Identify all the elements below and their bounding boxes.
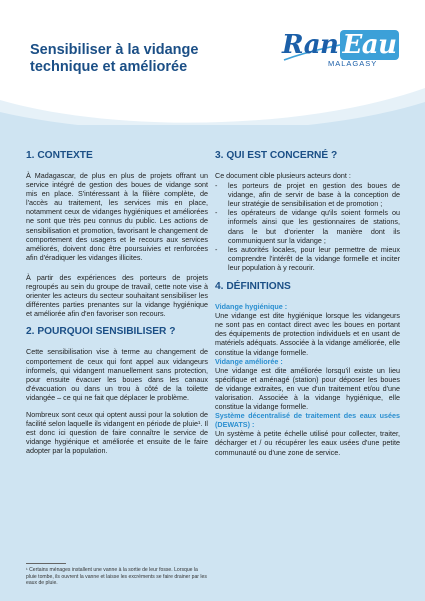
- pourquoi-paragraph-2: Nombreux sont ceux qui optent aussi pour la solution de facilité selon laquelle ils vidangent en période de pluie¹. Il est donc ici question de faire connaître le service de vidange hygiénique et améliorée et ensuite de le faire adopter par la population.: [26, 409, 208, 456]
- pourquoi-paragraph-1: Cette sensibilisation vise à terme au changement de comportement de ceux qui font appel aux vidangeurs informels, qui vidangent manuellement sans protection, pour ensuite évacuer les boues dans les canaux d'évacuation ou dans un trou à côté de la toilette vidangée – ce qui ne fait que déplacer le problème.: [26, 347, 208, 402]
- footnote: ¹ Certains ménages installent une vanne à la sortie de leur fosse. Lorsque la pluie tombe, ils ouvrent la vanne et laisse les excréments se faire drainer par les eaux de pluie.: [26, 567, 207, 586]
- ran-eau-logo: [282, 30, 402, 80]
- target-list: [215, 181, 400, 272]
- list-item: - les autorités locales, pour leur permettre de mieux comprendre l'intérêt de la vidange formelle et inciter leur population à y recourir.: [215, 244, 400, 272]
- qui-intro: Ce document cible plusieurs acteurs dont :: [215, 171, 351, 180]
- logo-part1: Ran: [282, 30, 339, 60]
- right-column: [215, 150, 400, 457]
- logo-subtitle: MALAGASY: [328, 59, 378, 68]
- left-column: [26, 150, 208, 463]
- definition-text-dewats: Un système à petite échelle utilisé pour collecter, traiter, décharger et / ou récupérer les eaux usées d'une petite communauté ou d'une zone de service.: [215, 429, 400, 457]
- section-heading-qui: 3. QUI EST CONCERNÉ ?: [215, 150, 338, 161]
- definition-text-hygienique: Une vidange est dite hygiénique lorsque les vidangeurs ne sont pas en contact direct avec les boues en portant des équipements de protection individuels et en usant de matériels adéquats. Associée à la vidange améliorée, elle constitue la vidange formelle.: [215, 311, 400, 357]
- list-item: - les porteurs de projet en gestion des boues de vidange, afin de servir de base à la conception de leur stratégie de sensibilisation et de promotion ;: [215, 181, 400, 209]
- logo-wordmark: [282, 30, 399, 60]
- contexte-paragraph-1: À Madagascar, de plus en plus de projets offrant un service intégré de gestion des boues de vidange sont mis en place. S'intéressant à la filière complète, de l'accès au traitement, les services mis en place, notamment ceux de vidanges hygiéniques et améliorées ne sont que très peu connus du public. Les actions de sensibilisation et promotion, favorisant le changement de comportement des usagers et le recours aux services améliorés, doivent donc être poursuivies et renforcées afin d'éradiquer les vidanges illicites.: [26, 171, 208, 262]
- definition-title-hygienique: Vidange hygiénique :: [215, 302, 288, 312]
- document-title: Sensibiliser à la vidange technique et améliorée: [30, 42, 199, 75]
- definition-title-amelioree: Vidange améliorée :: [215, 356, 283, 366]
- contexte-paragraph-2: À partir des expériences des porteurs de projets regroupés au sein du groupe de travail, cette note vise à orienter les acteurs du secteur souhaitant sensibiliser les différentes parties prenantes sur la vidange hygiénique et améliorée afin d'en favoriser son recours.: [26, 272, 208, 319]
- section-heading-contexte: 1. CONTEXTE: [26, 150, 93, 161]
- footnote-rule: [26, 563, 66, 564]
- section-heading-pourquoi: 2. POURQUOI SENSIBILISER ?: [26, 326, 176, 338]
- section-heading-definitions: 4. DÉFINITIONS: [215, 281, 291, 293]
- logo-part2: Eau: [342, 30, 397, 60]
- list-item: - les opérateurs de vidange qu'ils soient formels ou informels ainsi que les gestionnaires de stations, dans le but d'orienter la manière dont ils communiquent sur la vidange ;: [215, 208, 400, 245]
- definition-text-amelioree: Une vidange est dite améliorée lorsqu'il existe un lieu spécifique et aménagé (station) pour déposer les boues de vidange extraites, en vue d'un traitement et/ou d'une valorisation. Associée à la vidange hygiénique, elle constitue la vidange formelle.: [215, 365, 400, 412]
- definition-title-dewats: Système décentralisé de traitement des eaux usées (DEWATS) :: [215, 411, 400, 430]
